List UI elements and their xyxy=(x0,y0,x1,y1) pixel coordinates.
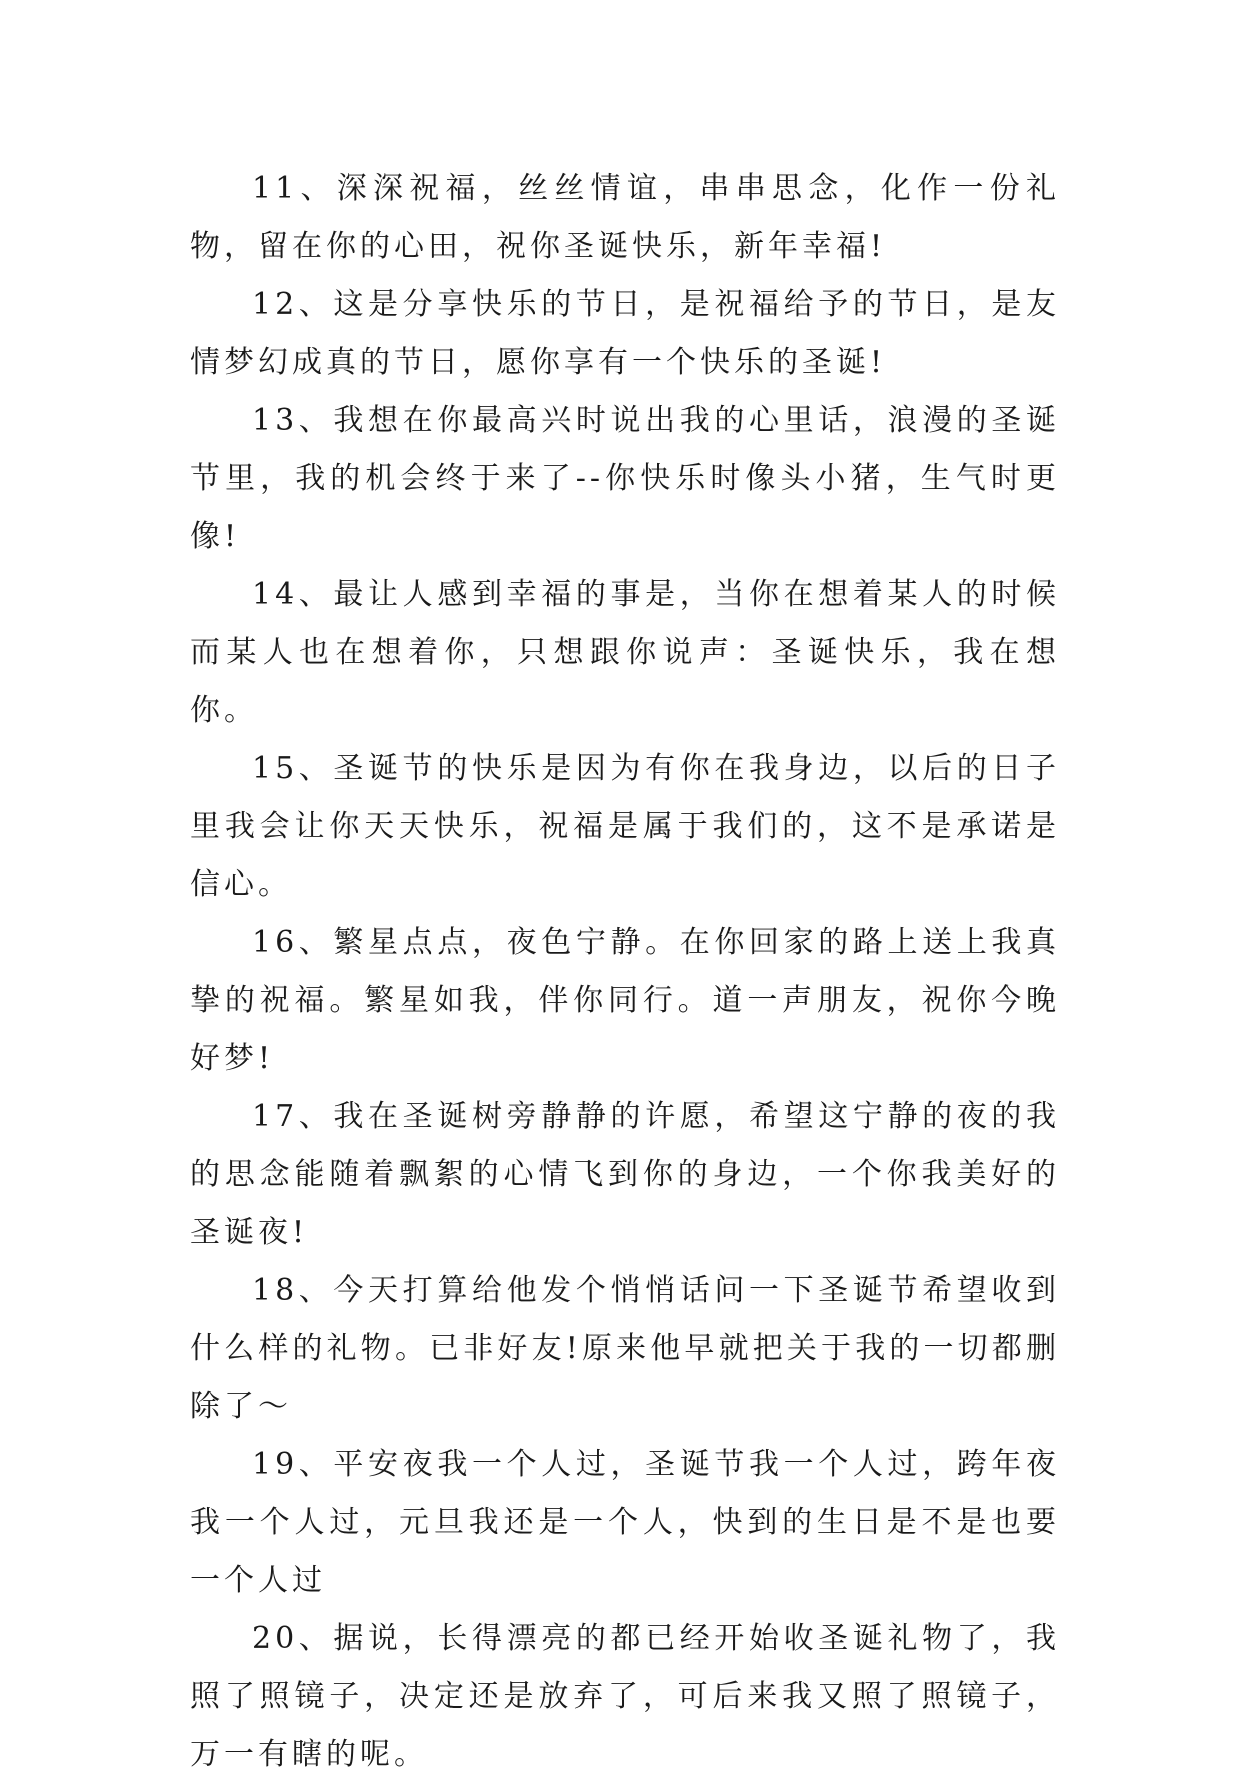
paragraph-14: 14、最让人感到幸福的事是，当你在想着某人的时候而某人也在想着你，只想跟你说声：圣诞快乐，我在想你。 xyxy=(190,577,1060,728)
paragraph-11: 11、深深祝福，丝丝情谊，串串思念，化作一份礼物，留在你的心田，祝你圣诞快乐，新年幸福! xyxy=(190,171,1060,264)
paragraph-18: 18、今天打算给他发个悄悄话问一下圣诞节希望收到什么样的礼物。已非好友!原来他早就把关于我的一切都删除了～ xyxy=(190,1273,1060,1424)
paragraph-15: 15、圣诞节的快乐是因为有你在我身边，以后的日子里我会让你天天快乐，祝福是属于我们的，这不是承诺是信心。 xyxy=(190,751,1060,902)
paragraph-17: 17、我在圣诞树旁静静的许愿，希望这宁静的夜的我的思念能随着飘絮的心情飞到你的身边，一个你我美好的圣诞夜! xyxy=(190,1099,1060,1250)
paragraph-16: 16、繁星点点，夜色宁静。在你回家的路上送上我真挚的祝福。繁星如我，伴你同行。道一声朋友，祝你今晚好梦! xyxy=(190,925,1060,1076)
paragraph-12: 12、这是分享快乐的节日，是祝福给予的节日，是友情梦幻成真的节日，愿你享有一个快乐的圣诞! xyxy=(190,287,1060,380)
document-body xyxy=(190,160,1060,1784)
paragraph-19: 19、平安夜我一个人过，圣诞节我一个人过，跨年夜我一个人过，元旦我还是一个人，快到的生日是不是也要一个人过 xyxy=(190,1447,1060,1598)
paragraph-20: 20、据说，长得漂亮的都已经开始收圣诞礼物了，我照了照镜子，决定还是放弃了，可后来我又照了照镜子，万一有瞎的呢。 xyxy=(190,1621,1060,1772)
paragraph-13: 13、我想在你最高兴时说出我的心里话，浪漫的圣诞节里，我的机会终于来了--你快乐时像头小猪，生气时更像! xyxy=(190,403,1060,554)
